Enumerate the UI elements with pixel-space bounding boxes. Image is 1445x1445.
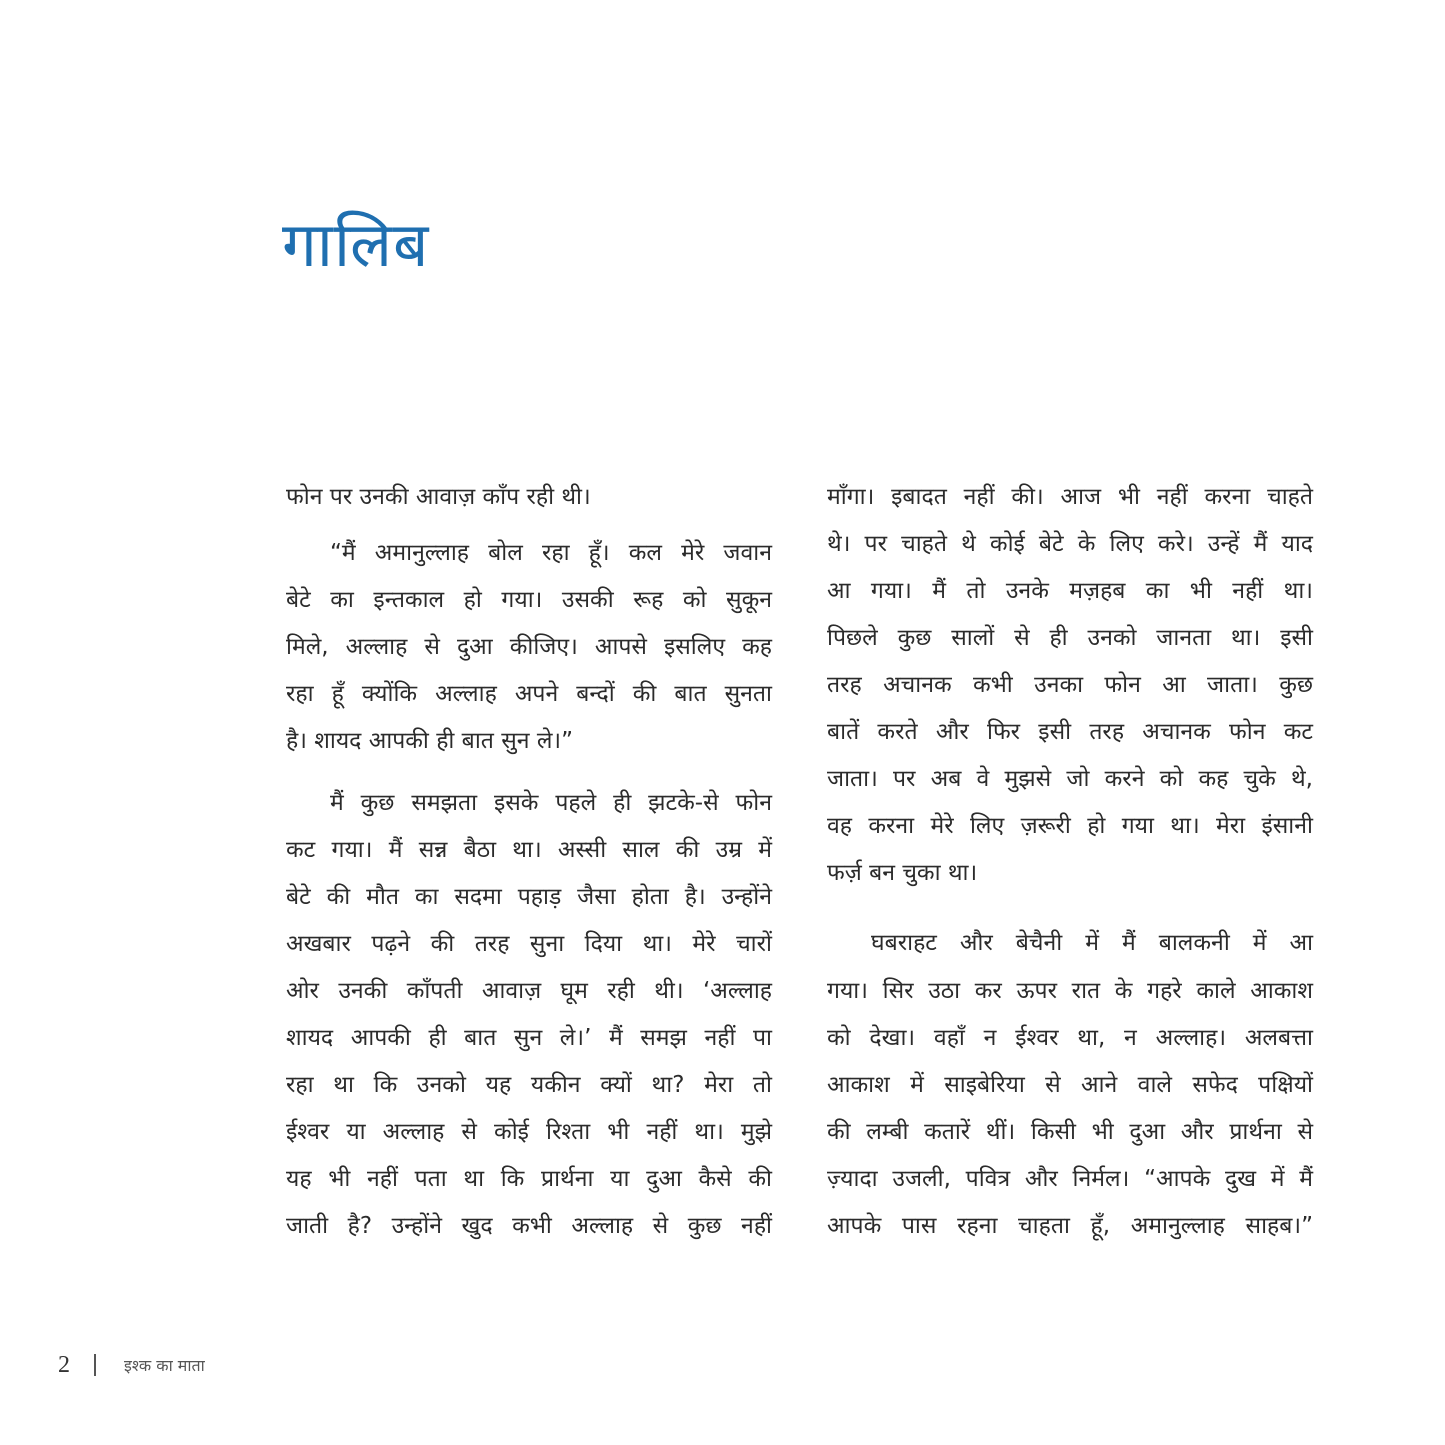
text-line: जाता। पर अब वे मुझसे जो करने को कह चुके थे, [827,766,1313,792]
text-line: थे। पर चाहते थे कोई बेटे के लिए करे। उन्हें मैं याद [827,531,1313,557]
text-line: माँगा। इबादत नहीं की। आज भी नहीं करना चाहते [827,484,1313,510]
text-line: बेटे का इन्तकाल हो गया। उसकी रूह को सुकून [286,587,772,613]
chapter-title: गालिब [282,208,430,281]
text-line: घबराहट और बेचैनी में मैं बालकनी में आ [871,930,1313,956]
text-line: “मैं अमानुल्लाह बोल रहा हूँ। कल मेरे जवान [330,540,772,566]
text-line: पिछले कुछ सालों से ही उनको जानता था। इसी [827,625,1313,651]
text-line: आ गया। मैं तो उनके मज़हब का भी नहीं था। [827,578,1313,604]
text-line: फोन पर उनकी आवाज़ काँप रही थी। [286,484,591,510]
text-line: है। शायद आपकी ही बात सुन ले।” [286,728,574,754]
text-line: ओर उनकी काँपती आवाज़ घूम रही थी। ‘अल्लाह [286,978,772,1004]
text-line: बेटे की मौत का सदमा पहाड़ जैसा होता है। उन्होंने [286,884,772,910]
text-line: बातें करते और फिर इसी तरह अचानक फोन कट [827,719,1313,745]
text-line: वह करना मेरे लिए ज़रूरी हो गया था। मेरा इंसानी [827,813,1313,839]
text-line: की लम्बी कतारें थीं। किसी भी दुआ और प्रार्थना से [827,1119,1313,1145]
footer-divider [94,1354,96,1376]
text-line: ईश्वर या अल्लाह से कोई रिश्ता भी नहीं था। मुझे [286,1119,772,1145]
text-line: यह भी नहीं पता था कि प्रार्थना या दुआ कैसे की [286,1166,772,1192]
page-footer [58,1350,205,1380]
page-number: 2 [58,1351,70,1378]
text-line: कट गया। मैं सन्न बैठा था। अस्सी साल की उम्र में [286,837,772,863]
text-line: गया। सिर उठा कर ऊपर रात के गहरे काले आकाश [827,978,1313,1004]
text-line: को देखा। वहाँ न ईश्वर था, न अल्लाह। अलबत्ता [827,1025,1313,1051]
text-line: मैं कुछ समझता इसके पहले ही झटके-से फोन [330,790,772,816]
text-line: रहा था कि उनको यह यकीन क्यों था? मेरा तो [286,1072,772,1098]
text-line: मिले, अल्लाह से दुआ कीजिए। आपसे इसलिए कह [286,634,772,660]
text-line: जाती है? उन्होंने खुद कभी अल्लाह से कुछ नहीं [286,1213,772,1239]
text-line: आपके पास रहना चाहता हूँ, अमानुल्लाह साहब।” [827,1213,1313,1239]
text-line: फर्ज़ बन चुका था। [827,860,978,886]
text-line: रहा हूँ क्योंकि अल्लाह अपने बन्दों की बात सुनता [286,681,772,707]
text-line: अखबार पढ़ने की तरह सुना दिया था। मेरे चारों [286,931,772,957]
text-line: ज़्यादा उजली, पवित्र और निर्मल। “आपके दुख में मैं [827,1166,1313,1192]
running-title: इश्क का माता [124,1356,205,1375]
text-line: शायद आपकी ही बात सुन ले।’ मैं समझ नहीं पा [286,1025,772,1051]
text-line: आकाश में साइबेरिया से आने वाले सफेद पक्षियों [827,1072,1313,1098]
text-line: तरह अचानक कभी उनका फोन आ जाता। कुछ [827,672,1313,698]
